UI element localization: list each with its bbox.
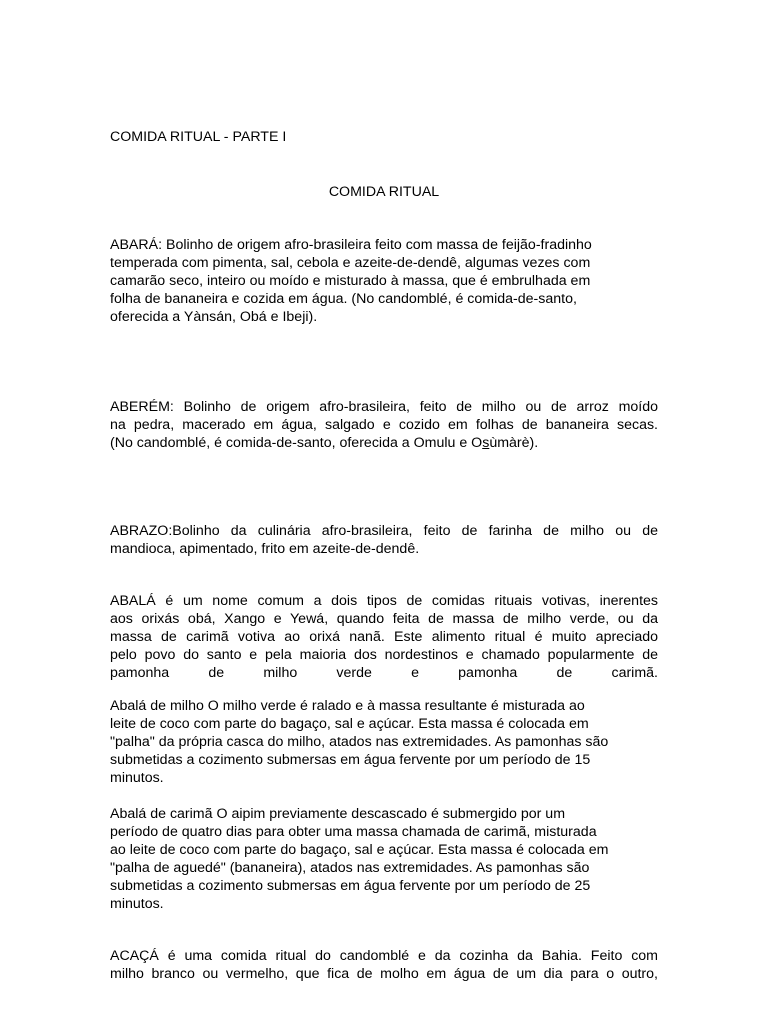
paragraph-line: pamonha de milho verde e pamonha de carimã. xyxy=(110,665,658,681)
text-run: (No candomblé, é comida-de-santo, oferecida a Omulu e O xyxy=(110,435,483,451)
paragraph-line: ao leite de coco com parte do bagaço, sal e açúcar. Esta massa é colocada em xyxy=(110,842,609,858)
paragraph-line: camarão seco, inteiro ou moído e misturado à massa, que é embrulhada em xyxy=(110,273,591,289)
paragraph-line: período de quatro dias para obter uma massa chamada de carimã, misturada xyxy=(110,824,597,840)
paragraph-line: Abalá de carimã O aipim previamente descascado é submergido por um xyxy=(110,806,566,822)
underlined-letter: s xyxy=(482,435,490,451)
paragraph-line xyxy=(110,434,658,452)
paragraph-line: submetidas a cozimento submersas em água fervente por um período de 15 xyxy=(110,752,591,768)
paragraph-line: ABRAZO:Bolinho da culinária afro-brasileira, feito de farinha de milho ou de xyxy=(110,523,658,539)
paragraph-line: "palha" da própria casca do milho, atados nas extremidades. As pamonhas são xyxy=(110,734,609,750)
paragraph-line: massa de carimã votiva ao orixá nanã. Este alimento ritual é muito apreciado xyxy=(110,629,658,645)
paragraph-line: ACAÇÁ é uma comida ritual do candomblé e da cozinha da Bahia. Feito com xyxy=(110,948,658,964)
paragraph-line: minutos. xyxy=(110,896,164,912)
paragraph-aberem xyxy=(110,398,658,452)
paragraph-abala-carima xyxy=(110,805,658,913)
paragraph-line: na pedra, macerado em água, salgado e cozido em folhas de bananeira secas. xyxy=(110,417,658,433)
paragraph-line: ABALÁ é um nome comum a dois tipos de comidas rituais votivas, inerentes xyxy=(110,593,658,609)
paragraph-line: milho branco ou vermelho, que fica de molho em água de um dia para o outro, xyxy=(110,966,658,982)
document-heading: COMIDA RITUAL - PARTE I xyxy=(110,129,287,145)
paragraph-line: aos orixás obá, Xango e Yewá, quando feita de massa de milho verde, ou da xyxy=(110,611,658,627)
paragraph-abara xyxy=(110,236,658,326)
paragraph-line: "palha de aguedé" (bananeira), atados nas extremidades. As pamonhas são xyxy=(110,860,590,876)
paragraph-line: ABARÁ: Bolinho de origem afro-brasileira feito com massa de feijão-fradinho xyxy=(110,237,592,253)
paragraph-line: folha de bananeira e cozida em água. (No candomblé, é comida-de-santo, xyxy=(110,291,577,307)
paragraph-line: minutos. xyxy=(110,770,164,786)
paragraph-line: temperada com pimenta, sal, cebola e azeite-de-dendê, algumas vezes com xyxy=(110,255,591,271)
paragraph-line: oferecida a Yànsán, Obá e Ibeji). xyxy=(110,309,318,325)
text-run: ùmàrè). xyxy=(489,435,539,451)
paragraph-acaca xyxy=(110,947,658,983)
paragraph-line: submetidas a cozimento submersas em água fervente por um período de 25 xyxy=(110,878,591,894)
paragraph-abala-milho xyxy=(110,697,658,787)
paragraph-line: Abalá de milho O milho verde é ralado e à massa resultante é misturada ao xyxy=(110,698,585,714)
document-title: COMIDA RITUAL xyxy=(328,184,440,200)
paragraph-line: mandioca, apimentado, frito em azeite-de-dendê. xyxy=(110,541,420,557)
paragraph-abala xyxy=(110,592,658,682)
paragraph-line: ABERÉM: Bolinho de origem afro-brasileira, feito de milho ou de arroz moído xyxy=(110,399,658,415)
paragraph-line: leite de coco com parte do bagaço, sal e açúcar. Esta massa é colocada em xyxy=(110,716,589,732)
paragraph-abrazo xyxy=(110,522,658,558)
paragraph-line: pelo povo do santo e pela maioria dos nordestinos e chamado popularmente de xyxy=(110,647,658,663)
